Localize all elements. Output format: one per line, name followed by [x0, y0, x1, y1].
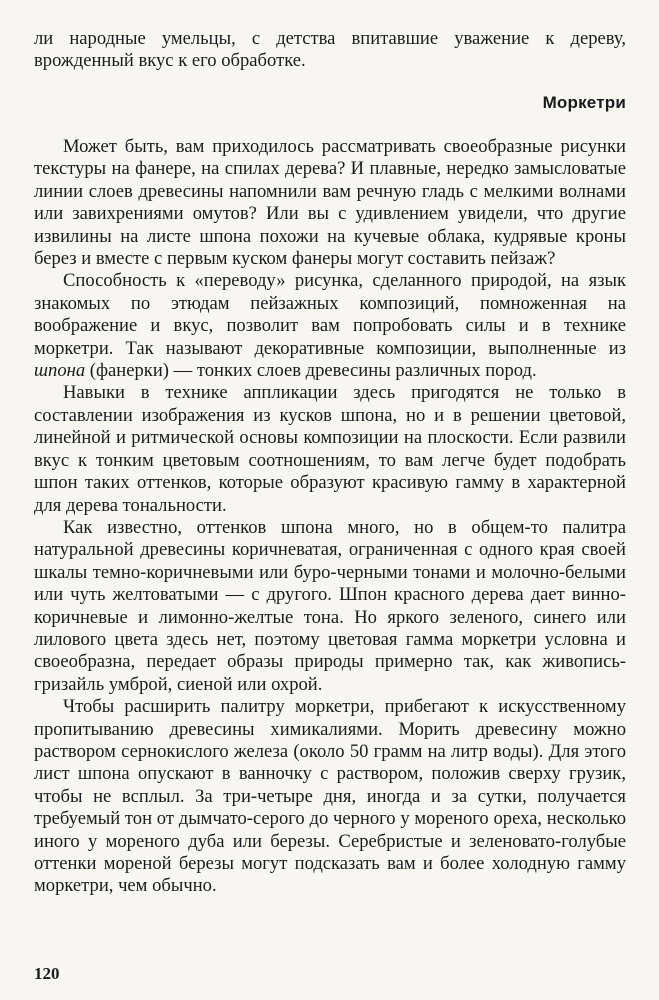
page-number: 120 [34, 964, 60, 983]
paragraph-2-text-before: Способность к «переводу» рисунка, сделанного природой, на язык знакомых по этюдам пейзажных композиций, помноженная на воображение и вкус, позволит вам попробовать силы и в технике моркетри. Так называют декоративные композиции, выполненные из [34, 270, 626, 359]
paragraph-3: Навыки в технике аппликации здесь пригодятся не только в составлении изображения из кусков шпона, но и в решении цветовой, линейной и ритмической основы композиции на плоскости. Если развили вкус к тонким цветовым соотношениям, то вам легче будет подобрать шпон таких оттенков, которые образуют красивую гамму в характерной для дерева тональности. [34, 382, 626, 516]
section-title: Моркетри [542, 93, 626, 112]
paragraph-2-text-after: (фанерки) — тонких слоев древесины различных пород. [85, 360, 537, 382]
section-body [34, 136, 626, 898]
paragraph-4: Как известно, оттенков шпона много, но в общем-то палитра натуральной древесины коричневатая, ограниченная с одного края своей шкалы темно-коричневыми или буро-черными тонами и молочно-белыми или чуть желтоватыми — с другого. Шпон красного дерева дает винно-коричневые и лимонно-желтые тона. Но яркого зеленого, синего или лилового цвета здесь нет, поэтому цветовая гамма моркетри условна и своеобразна, передает образы природы примерно так, как живопись-гризайль умброй, сиеной или охрой. [34, 516, 626, 695]
paragraph-5: Чтобы расширить палитру моркетри, прибегают к искусственному пропитыванию древесины химикалиями. Морить древесину можно раствором сернокислого железа (около 50 грамм на литр воды). Для этого лист шпона опускают в ванночку с раствором, положив сверху грузик, чтобы не всплыл. За три-четыре дня, иногда и за сутки, получается требуемый тон от дымчато-серого до черного у мореного ореха, несколько иного у мореного дуба или березы. Серебристые и зеленовато-голубые оттенки мореной березы могут подсказать вам и более холодную гамму моркетри, чем обычно. [34, 696, 626, 897]
intro-paragraph: ли народные умельцы, с детства впитавшие уважение к дереву, врожденный вкус к его обработке. [34, 28, 626, 72]
paragraph-2 [34, 270, 626, 382]
italic-term: шпона [34, 360, 86, 382]
intro-text [34, 28, 626, 73]
paragraph-1: Может быть, вам приходилось рассматривать своеобразные рисунки текстуры на фанере, на спилах дерева? И плавные, нередко замысловатые линии слоев древесины напомнили вам речную гладь с мелкими волнами или завихрениями омутов? Или вы с удивлением увидели, что другие извилины на листе шпона похожи на кучевые облака, кудрявые кроны берез и вместе с первым куском фанеры могут составить пейзаж? [34, 136, 626, 270]
